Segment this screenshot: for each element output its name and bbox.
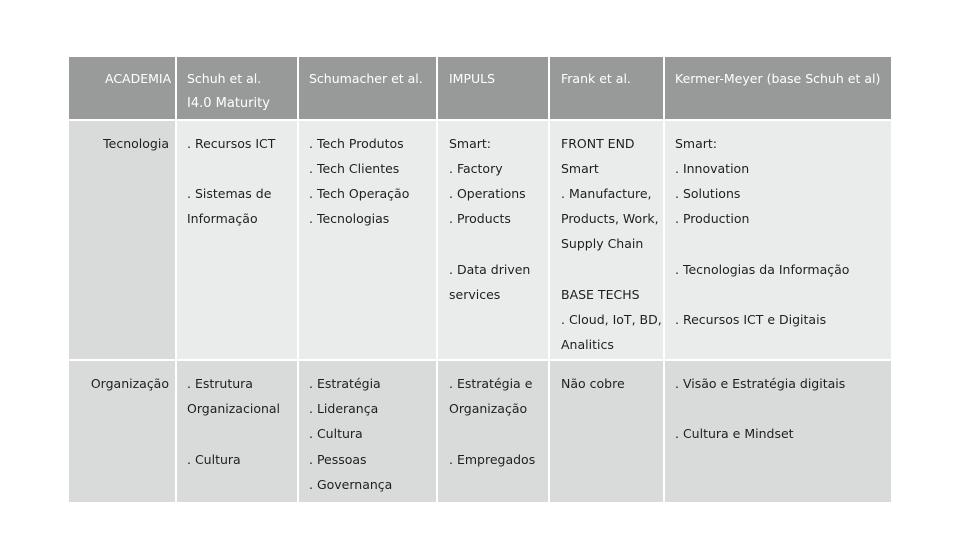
cell-organizacao-schuh <box>177 361 297 502</box>
tec-frank-6: BASE TECHS <box>561 287 640 302</box>
tec-frank-2: Smart <box>561 161 599 176</box>
org-impuls-3: . Empregados <box>449 452 536 467</box>
header-cell-academia <box>69 57 175 119</box>
tec-impuls-2: . Factory <box>449 161 503 176</box>
tec-schuh-2: . Sistemas de <box>187 186 272 201</box>
org-impuls-1: . Estratégia e <box>449 376 533 391</box>
tec-impuls-1: Smart: <box>449 136 492 151</box>
tec-impuls-3: . Operations <box>449 186 526 201</box>
header-impuls: IMPULS <box>449 71 496 86</box>
tec-frank-3: . Manufacture, <box>561 186 652 201</box>
cell-tecnologia-kermer <box>665 121 891 359</box>
org-schumacher-2: . Liderança <box>309 401 379 416</box>
tec-impuls-4: . Products <box>449 211 511 226</box>
header-schuh-sub: I4.0 Maturity <box>187 96 270 111</box>
tec-schumacher-1: . Tech Produtos <box>309 136 404 151</box>
header-cell-schuh <box>177 57 297 119</box>
org-schumacher-4: . Pessoas <box>309 452 367 467</box>
tec-kermer-4: . Production <box>675 211 750 226</box>
row-label-tecnologia-text: Tecnologia <box>103 136 169 151</box>
tec-schuh-1: . Recursos ICT <box>187 136 276 151</box>
tec-schumacher-2: . Tech Clientes <box>309 161 400 176</box>
cell-organizacao-impuls <box>438 361 548 502</box>
tec-impuls-6: services <box>449 287 501 302</box>
org-schuh-1: . Estrutura <box>187 376 253 391</box>
row-label-tecnologia <box>69 121 175 359</box>
org-schumacher-5: . Governança <box>309 477 393 492</box>
org-schumacher-1: . Estratégia <box>309 376 381 391</box>
tec-frank-8: Analitics <box>561 337 614 352</box>
org-schuh-2: Organizacional <box>187 401 281 416</box>
tec-kermer-5: . Tecnologias da Informação <box>675 262 850 277</box>
tec-schumacher-4: . Tecnologias <box>309 211 390 226</box>
cell-organizacao-kermer <box>665 361 891 502</box>
cell-tecnologia-schuh <box>177 121 297 359</box>
header-cell-frank <box>550 57 663 119</box>
org-schuh-3: . Cultura <box>187 452 241 467</box>
tec-schuh-3: Informação <box>187 211 258 226</box>
header-cell-schumacher <box>299 57 436 119</box>
tec-schumacher-3: . Tech Operação <box>309 186 410 201</box>
cell-organizacao-schumacher <box>299 361 436 502</box>
tec-frank-1: FRONT END <box>561 136 635 151</box>
tec-kermer-1: Smart: <box>675 136 718 151</box>
org-impuls-2: Organização <box>449 401 528 416</box>
header-cell-kermer <box>665 57 891 119</box>
cell-organizacao-frank <box>550 361 663 502</box>
tec-frank-7: . Cloud, IoT, BD, <box>561 312 662 327</box>
cell-tecnologia-schumacher <box>299 121 436 359</box>
header-academia: ACADEMIA <box>105 71 172 86</box>
header-schuh: Schuh et al. <box>187 71 262 86</box>
row-label-organizacao-text: Organização <box>90 376 169 391</box>
org-frank-1: Não cobre <box>561 376 625 391</box>
header-frank: Frank et al. <box>561 71 631 86</box>
tec-frank-5: Supply Chain <box>561 236 644 251</box>
org-kermer-2: . Cultura e Mindset <box>675 426 794 441</box>
row-label-organizacao <box>69 361 175 502</box>
org-kermer-1: . Visão e Estratégia digitais <box>675 376 846 391</box>
tec-kermer-2: . Innovation <box>675 161 750 176</box>
header-schumacher: Schumacher et al. <box>309 71 423 86</box>
org-schumacher-3: . Cultura <box>309 426 363 441</box>
tec-impuls-5: . Data driven <box>449 262 531 277</box>
tec-kermer-6: . Recursos ICT e Digitais <box>675 312 827 327</box>
tec-kermer-3: . Solutions <box>675 186 741 201</box>
header-cell-impuls <box>438 57 548 119</box>
header-kermer: Kermer-Meyer (base Schuh et al) <box>675 71 881 86</box>
cell-tecnologia-frank <box>550 121 663 359</box>
cell-tecnologia-impuls <box>438 121 548 359</box>
tec-frank-4: Products, Work, <box>561 211 659 226</box>
